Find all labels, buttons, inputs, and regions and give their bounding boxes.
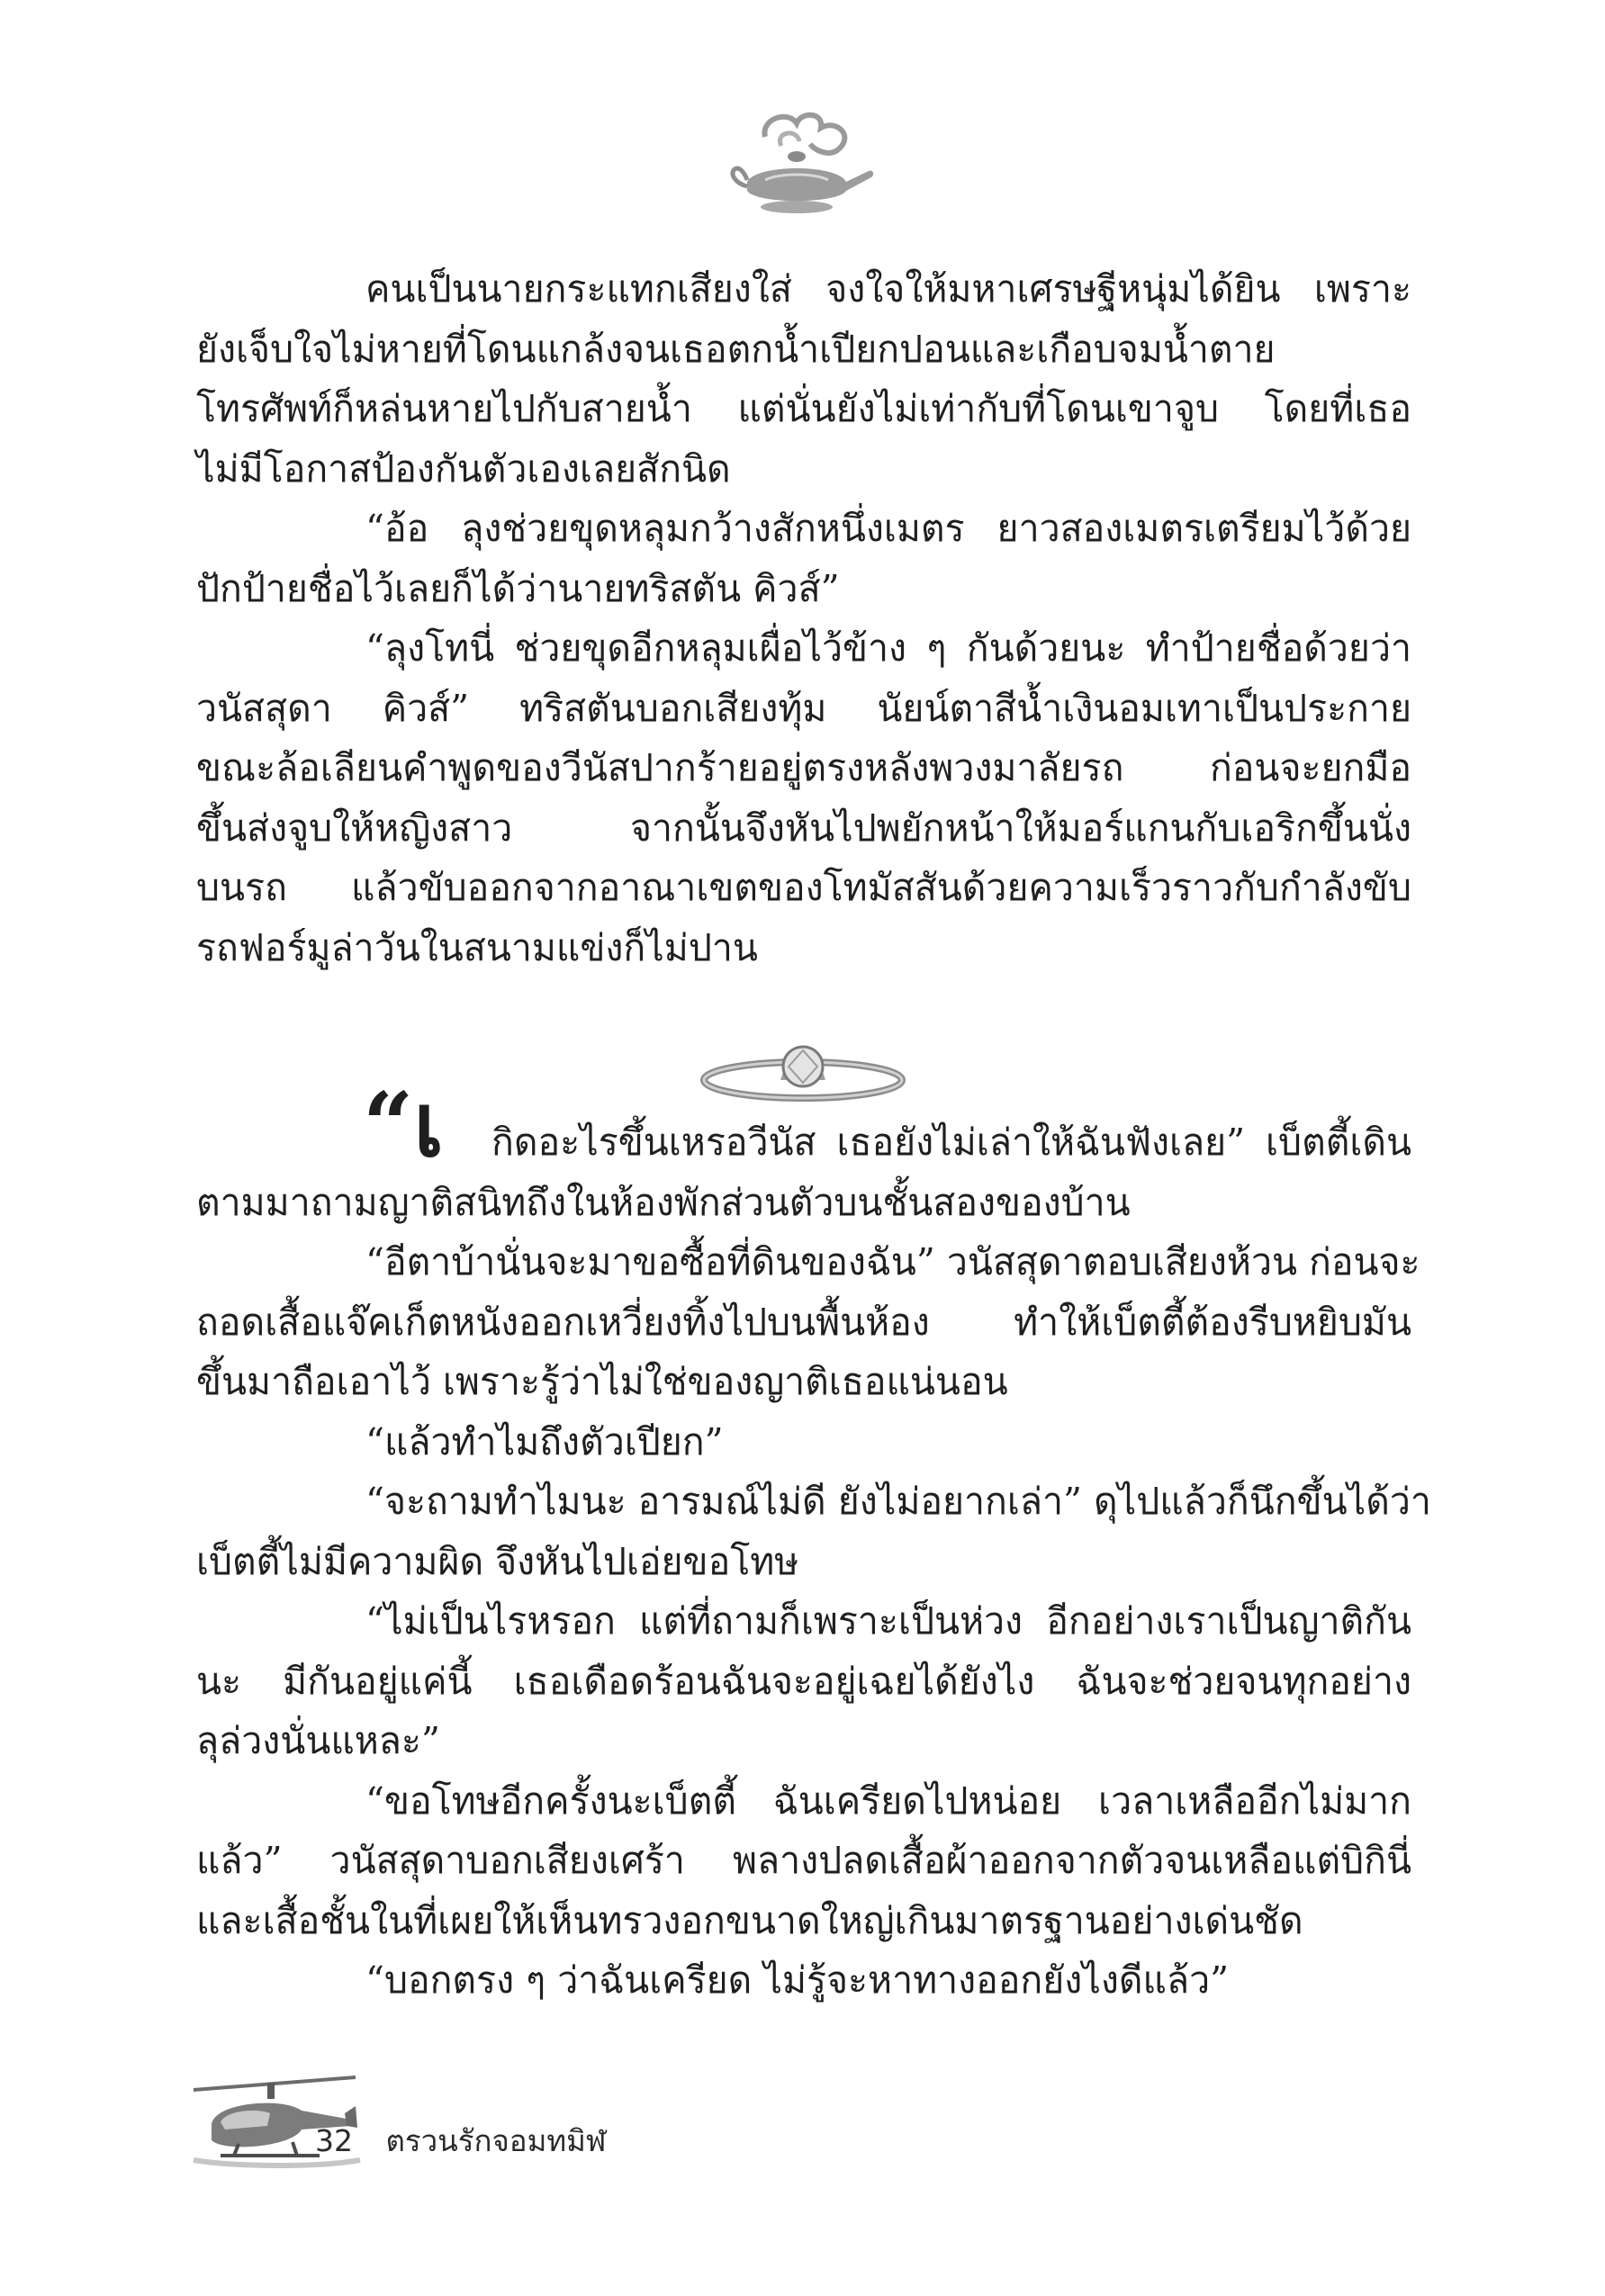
page-footer	[315, 2117, 606, 2165]
text-line: ขณะล้อเลียนคำพูดของวีนัสปากร้ายอยู่ตรงหลังพวงมาลัยรถ ก่อนจะยกมือ	[196, 746, 1411, 789]
text-line: “อ้อ ลุงช่วยขุดหลุมกว้างสักหนึ่งเมตร ยาวสองเมตรเตรียมไว้ด้วย	[365, 507, 1411, 550]
page-number: 32	[315, 2123, 353, 2158]
section-one	[196, 259, 1411, 977]
text-line: “ลุงโทนี่ ช่วยขุดอีกหลุมเผื่อไว้ข้าง ๆ กันด้วยนะ ทำป้ายชื่อด้วยว่า	[365, 626, 1411, 670]
text-line: บนรถ แล้วขับออกจากอาณาเขตของโทมัสสันด้วยความเร็วราวกับกำลังขับ	[196, 866, 1411, 909]
text-line: นะ มีกันอยู่แค่นี้ เธอเดือดร้อนฉันจะอยู่เฉยได้ยังไง ฉันจะช่วยจนทุกอย่าง	[196, 1659, 1411, 1703]
text-line: ถอดเสื้อแจ๊คเก็ตหนังออกเหวี่ยงทิ้งไปบนพื้นห้อง ทำให้เบ็ตตี้ต้องรีบหยิบมัน	[196, 1300, 1411, 1344]
text-line: โทรศัพท์ก็หล่นหายไปกับสายน้ำ แต่นั่นยังไม่เท่ากับที่โดนเขาจูบ โดยที่เธอ	[196, 387, 1411, 430]
text-line: ไม่มีโอกาสป้องกันตัวเองเลยสักนิด	[196, 446, 731, 491]
text-line: ปักป้ายชื่อไว้เลยก็ได้ว่านายทริสตัน คิวส์”	[196, 566, 840, 610]
text-line: เบ็ตตี้ไม่มีความผิด จึงหันไปเอ่ยขอโทษ	[196, 1539, 799, 1583]
section-two	[196, 1074, 1431, 2011]
text-line: “อีตาบ้านั่นจะมาขอซื้อที่ดินของฉัน” วนัสสุดาตอบเสียงห้วน ก่อนจะ	[365, 1240, 1420, 1283]
text-line: และเสื้อชั้นในที่เผยให้เห็นทรวงอกขนาดใหญ่เกินมาตรฐานอย่างเด่นชัด	[196, 1898, 1303, 1942]
text-line: “ขอโทษอีกครั้งนะเบ็ตตี้ ฉันเครียดไปหน่อย เวลาเหลืออีกไม่มาก	[365, 1778, 1411, 1823]
text-line: ขึ้นส่งจูบให้หญิงสาว จากนั้นจึงหันไปพยักหน้าให้มอร์แกนกับเอริกขึ้นนั่ง	[196, 806, 1411, 850]
text-line: “แล้วทำไมถึงตัวเปียก”	[365, 1419, 724, 1463]
text-line: แล้ว” วนัสสุดาบอกเสียงเศร้า พลางปลดเสื้อผ้าออกจากตัวจนเหลือแต่บิกินี่	[196, 1839, 1411, 1882]
dropcap-paragraph-line	[196, 1074, 1411, 1177]
diamond-ring-ornament	[695, 1031, 911, 1121]
text-line: ยังเจ็บใจไม่หายที่โดนแกล้งจนเธอตกน้ำเปียกปอนและเกือบจมน้ำตาย	[196, 327, 1276, 371]
book-title: ตรวนรักจอมทมิฬ	[385, 2123, 607, 2158]
text-line: วนัสสุดา คิวส์” ทริสตันบอกเสียงทุ้ม นัยน์ตาสีน้ำเงินอมเทาเป็นประกาย	[196, 686, 1411, 730]
text-line: ลุล่วงนั่นแหละ”	[196, 1719, 440, 1762]
drop-cap: “เ	[363, 1074, 444, 1177]
dropcap-rest-text: กิดอะไรขึ้นเหรอวีนัส เธอยังไม่เล่าให้ฉันฟังเลย” เบ็ตตี้เดิน	[491, 1121, 1411, 1164]
text-line: ตามมาถามญาติสนิทถึงในห้องพักส่วนตัวบนชั้นสองของบ้าน	[196, 1180, 1131, 1224]
genie-lamp-ornament	[711, 101, 891, 227]
text-line: “จะถามทำไมนะ อารมณ์ไม่ดี ยังไม่อยากเล่า” ดุไปแล้วก็นึกขึ้นได้ว่า	[365, 1480, 1431, 1523]
text-line: คนเป็นนายกระแทกเสียงใส่ จงใจให้มหาเศรษฐีหนุ่มได้ยิน เพราะ	[365, 267, 1411, 311]
text-line: รถฟอร์มูล่าวันในสนามแข่งก็ไม่ปาน	[196, 925, 758, 969]
text-line: ขึ้นมาถือเอาไว้ เพราะรู้ว่าไม่ใช่ของญาติเธอแน่นอน	[196, 1360, 1008, 1403]
text-line: “บอกตรง ๆ ว่าฉันเครียด ไม่รู้จะหาทางออกยังไงดีแล้ว”	[365, 1958, 1230, 2002]
text-line: “ไม่เป็นไรหรอก แต่ที่ถามก็เพราะเป็นห่วง อีกอย่างเราเป็นญาติกัน	[365, 1599, 1411, 1643]
